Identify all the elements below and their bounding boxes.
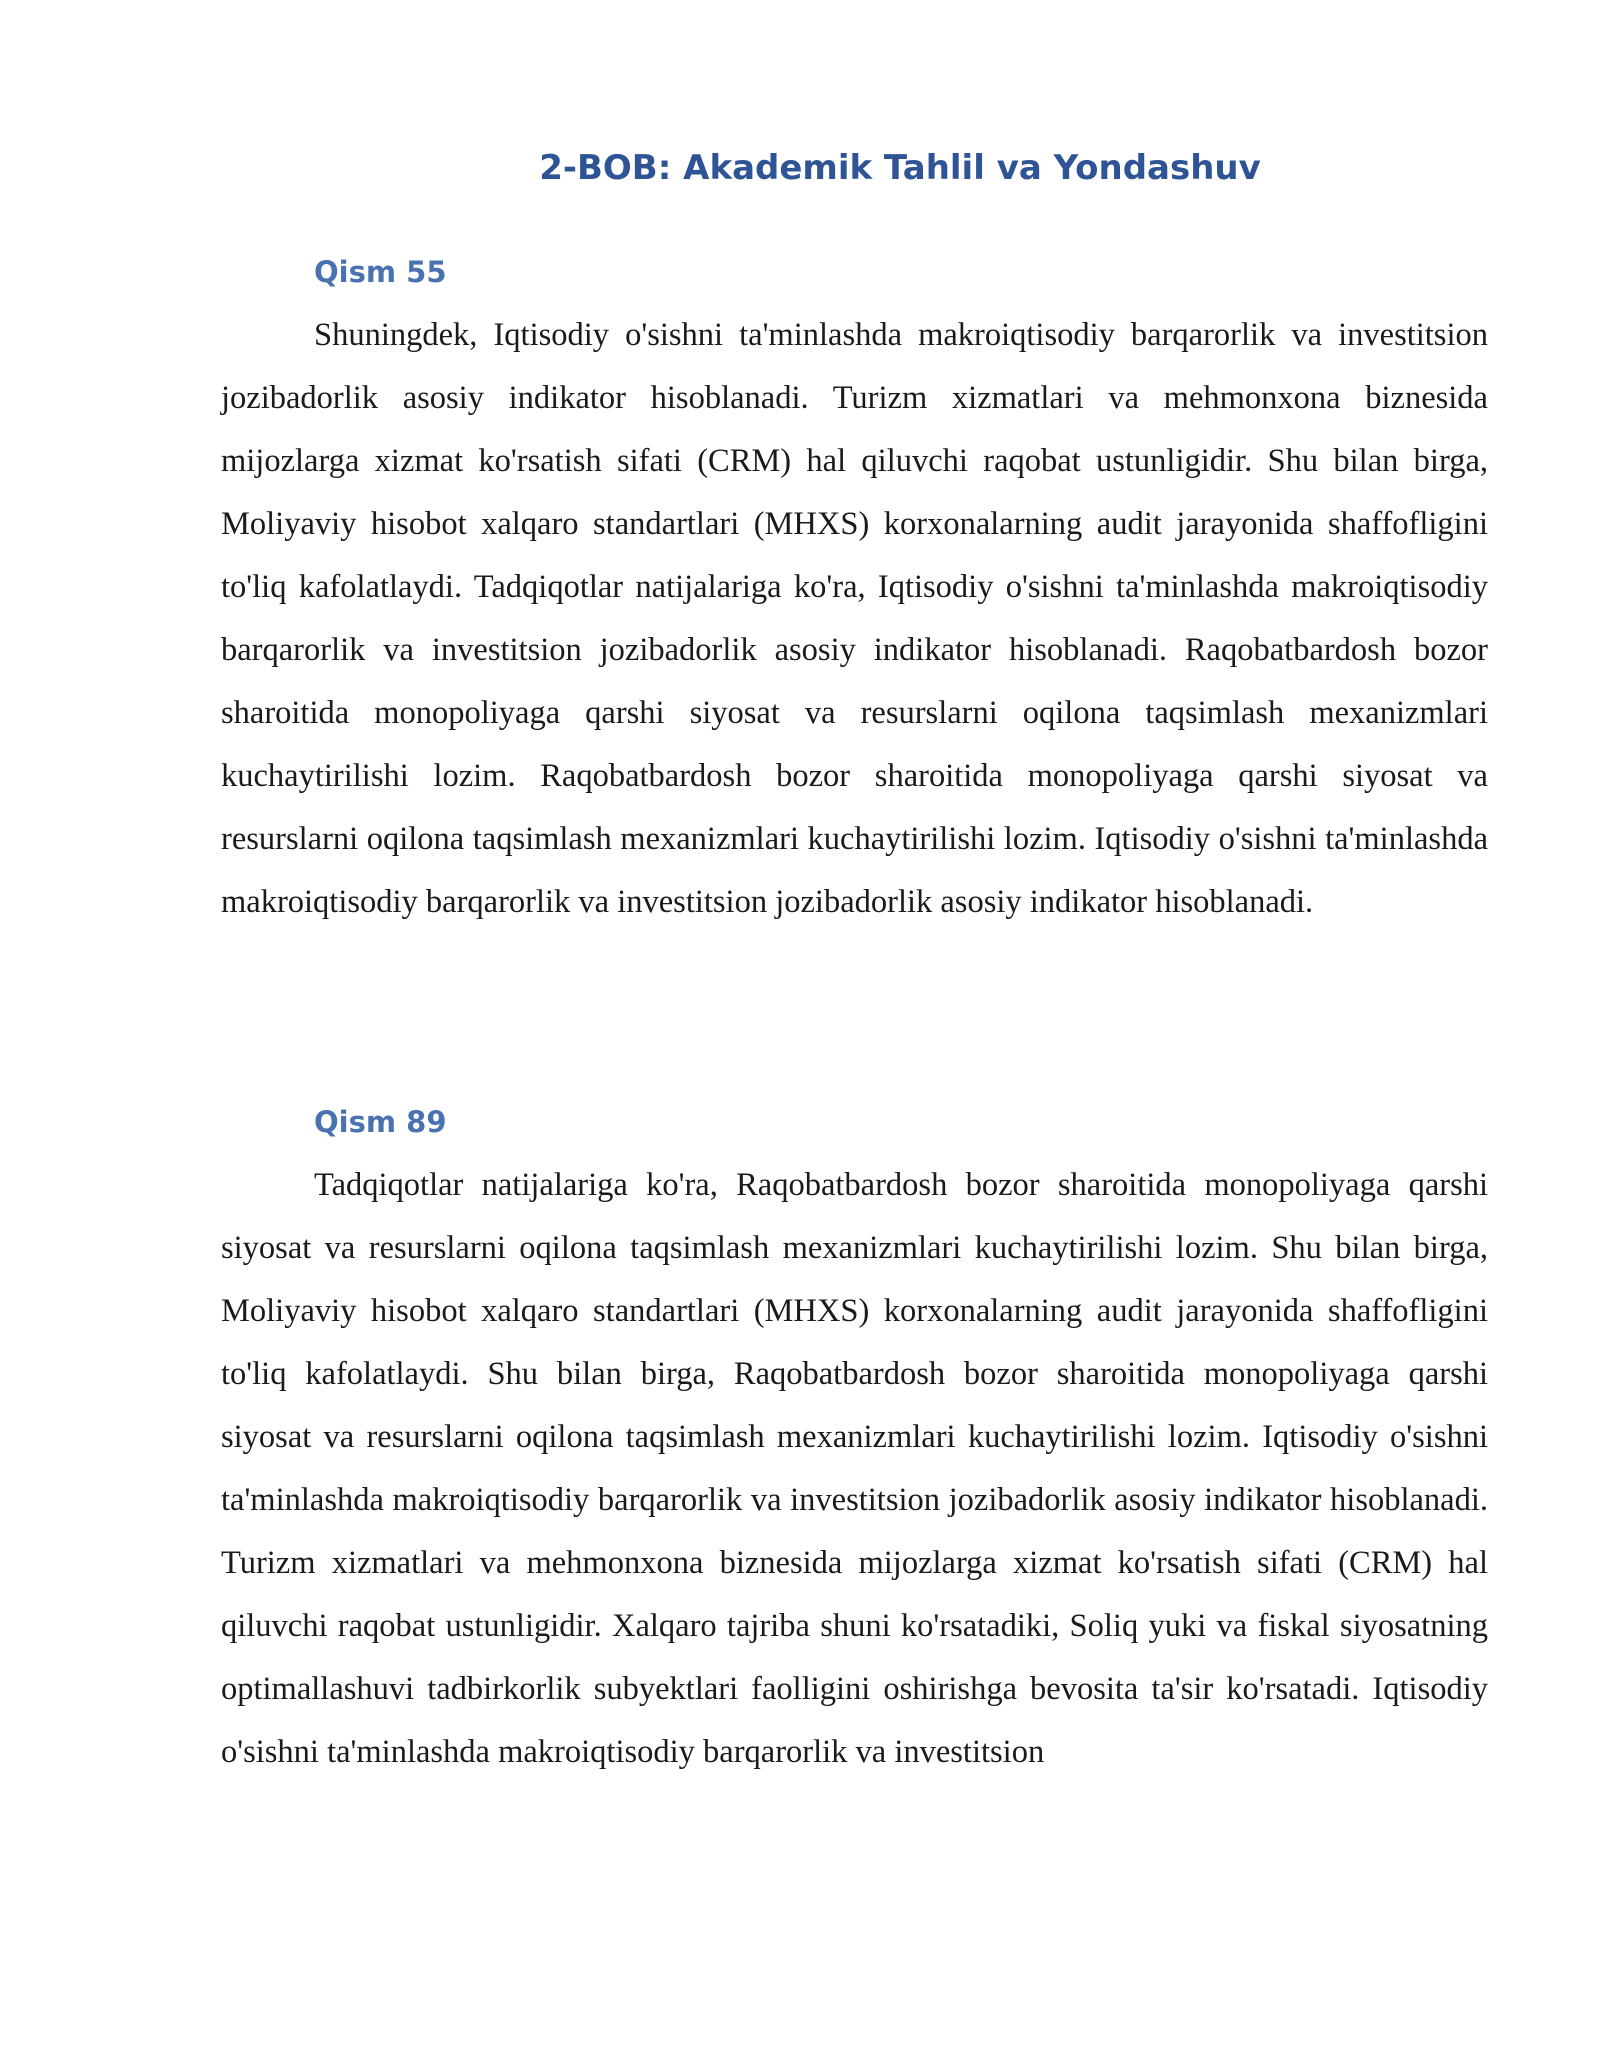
- section: [221, 255, 1488, 934]
- chapter-title: 2-BOB: Akademik Tahlil va Yondashuv: [539, 148, 1261, 188]
- section-paragraph: Shuningdek, Iqtisodiy o'sishni ta'minlashda makroiqtisodiy barqarorlik va investitsion jozibadorlik asosiy indikator hisoblanadi. Turizm xizmatlari va mehmonxona biznesida mijozlarga xizmat ko'rsatish sifati (CRM) hal qiluvchi raqobat ustunligidir. Shu bilan birga, Moliyaviy hisobot xalqaro standartlari (MHXS) korxonalarning audit jarayonida shaffofligini to'liq kafolatlaydi. Tadqiqotlar natijalariga ko'ra, Iqtisodiy o'sishni ta'minlashda makroiqtisodiy barqarorlik va investitsion jozibadorlik asosiy indikator hisoblanadi. Raqobatbardosh bozor sharoitida monopoliyaga qarshi siyosat va resurslarni oqilona taqsimlash mexanizmlari kuchaytirilishi lozim. Raqobatbardosh bozor sharoitida monopoliyaga qarshi siyosat va resurslarni oqilona taqsimlash mexanizmlari kuchaytirilishi lozim. Iqtisodiy o'sishni ta'minlashda makroiqtisodiy barqarorlik va investitsion jozibadorlik asosiy indikator hisoblanadi.: [221, 316, 1488, 920]
- section-paragraph: Tadqiqotlar natijalariga ko'ra, Raqobatbardosh bozor sharoitida monopoliyaga qarshi siyosat va resurslarni oqilona taqsimlash mexanizmlari kuchaytirilishi lozim. Shu bilan birga, Moliyaviy hisobot xalqaro standartlari (MHXS) korxonalarning audit jarayonida shaffofligini to'liq kafolatlaydi. Shu bilan birga, Raqobatbardosh bozor sharoitida monopoliyaga qarshi siyosat va resurslarni oqilona taqsimlash mexanizmlari kuchaytirilishi lozim. Iqtisodiy o'sishni ta'minlashda makroiqtisodiy barqarorlik va investitsion jozibadorlik asosiy indikator hisoblanadi. Turizm xizmatlari va mehmonxona biznesida mijozlarga xizmat ko'rsatish sifati (CRM) hal qiluvchi raqobat ustunligidir. Xalqaro tajriba shuni ko'rsatadiki, Soliq yuki va fiskal siyosatning optimallashuvi tadbirkorlik subyektlari faolligini oshirishga bevosita ta'sir ko'rsatadi. Iqtisodiy o'sishni ta'minlashda makroiqtisodiy barqarorlik va investitsion: [221, 1166, 1488, 1770]
- section-heading: Qism 55: [314, 255, 447, 289]
- section-heading: Qism 89: [314, 1105, 447, 1139]
- section: [221, 1105, 1488, 1784]
